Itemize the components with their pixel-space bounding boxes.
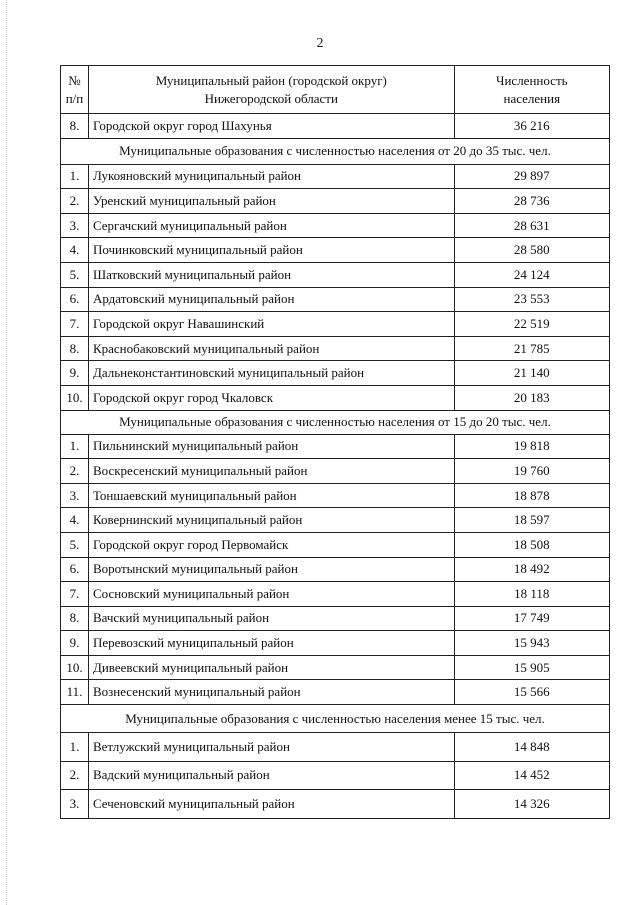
population-value: 18 597 xyxy=(454,508,609,533)
row-number: 5. xyxy=(61,262,89,287)
population-value: 14 326 xyxy=(454,790,609,819)
district-name: Пильнинский муниципальный район xyxy=(88,434,454,459)
section-heading: Муниципальные образования с численностью населения менее 15 тыс. чел. xyxy=(61,705,610,733)
header-number-line1: № xyxy=(68,72,81,88)
table-row xyxy=(61,189,610,214)
row-number: 2. xyxy=(61,761,89,790)
population-value: 36 216 xyxy=(454,114,609,139)
row-number: 7. xyxy=(61,582,89,607)
district-name: Дивеевский муниципальный район xyxy=(88,655,454,680)
row-number: 8. xyxy=(61,114,89,139)
district-name: Краснобаковский муниципальный район xyxy=(88,336,454,361)
row-number: 6. xyxy=(61,287,89,312)
population-value: 19 760 xyxy=(454,459,609,484)
district-name: Сергачский муниципальный район xyxy=(88,213,454,238)
row-number: 8. xyxy=(61,606,89,631)
row-number: 5. xyxy=(61,532,89,557)
district-name: Уренский муниципальный район xyxy=(88,189,454,214)
population-value: 28 631 xyxy=(454,213,609,238)
table-row xyxy=(61,655,610,680)
table-row xyxy=(61,385,610,410)
header-district-line1: Муниципальный район (городской округ) xyxy=(155,72,387,88)
header-district xyxy=(88,66,454,114)
table-row xyxy=(61,459,610,484)
district-name: Городской округ город Первомайск xyxy=(88,532,454,557)
district-name: Ардатовский муниципальный район xyxy=(88,287,454,312)
table-row xyxy=(61,733,610,762)
population-value: 19 818 xyxy=(454,434,609,459)
table-row xyxy=(61,238,610,263)
district-name: Воскресенский муниципальный район xyxy=(88,459,454,484)
table-row xyxy=(61,532,610,557)
table-row xyxy=(61,557,610,582)
population-value: 22 519 xyxy=(454,312,609,337)
population-value: 15 943 xyxy=(454,631,609,656)
table-row xyxy=(61,790,610,819)
header-number xyxy=(61,66,89,114)
table-row xyxy=(61,336,610,361)
population-value: 15 566 xyxy=(454,680,609,705)
population-value: 21 140 xyxy=(454,361,609,386)
table-row xyxy=(61,483,610,508)
table-row xyxy=(61,114,610,139)
district-name: Вадский муниципальный район xyxy=(88,761,454,790)
population-value: 17 749 xyxy=(454,606,609,631)
district-name: Вачский муниципальный район xyxy=(88,606,454,631)
table-row xyxy=(61,312,610,337)
table-body xyxy=(61,66,610,819)
row-number: 11. xyxy=(61,680,89,705)
row-number: 4. xyxy=(61,508,89,533)
row-number: 10. xyxy=(61,655,89,680)
row-number: 8. xyxy=(61,336,89,361)
population-value: 15 905 xyxy=(454,655,609,680)
table-row xyxy=(61,631,610,656)
district-name: Ветлужский муниципальный район xyxy=(88,733,454,762)
page-number: 2 xyxy=(316,36,324,51)
row-number: 10. xyxy=(61,385,89,410)
header-population-line1: Численность xyxy=(496,72,568,88)
row-number: 3. xyxy=(61,790,89,819)
table-row xyxy=(61,680,610,705)
row-number: 1. xyxy=(61,733,89,762)
population-value: 14 848 xyxy=(454,733,609,762)
header-number-line2: п/п xyxy=(65,90,84,106)
header-district-line2: Нижегородской области xyxy=(204,90,338,106)
district-name: Городской округ город Чкаловск xyxy=(88,385,454,410)
table-row xyxy=(61,262,610,287)
table-row xyxy=(61,287,610,312)
district-name: Сеченовский муниципальный район xyxy=(88,790,454,819)
row-number: 3. xyxy=(61,213,89,238)
district-name: Вознесенский муниципальный район xyxy=(88,680,454,705)
scan-edge-line xyxy=(6,0,7,905)
section-heading: Муниципальные образования с численностью населения от 15 до 20 тыс. чел. xyxy=(61,410,610,434)
row-number: 4. xyxy=(61,238,89,263)
table-header-row xyxy=(61,66,610,114)
section-heading-row xyxy=(61,705,610,733)
table-row xyxy=(61,761,610,790)
district-name: Воротынский муниципальный район xyxy=(88,557,454,582)
table-row xyxy=(61,508,610,533)
population-value: 18 878 xyxy=(454,483,609,508)
population-value: 20 183 xyxy=(454,385,609,410)
table-row xyxy=(61,213,610,238)
population-value: 18 118 xyxy=(454,582,609,607)
district-name: Починковский муниципальный район xyxy=(88,238,454,263)
table-row xyxy=(61,361,610,386)
population-value: 29 897 xyxy=(454,164,609,189)
table-row xyxy=(61,434,610,459)
district-name: Ковернинский муниципальный район xyxy=(88,508,454,533)
population-value: 18 492 xyxy=(454,557,609,582)
row-number: 9. xyxy=(61,361,89,386)
population-value: 18 508 xyxy=(454,532,609,557)
district-name: Сосновский муниципальный район xyxy=(88,582,454,607)
table-row xyxy=(61,582,610,607)
row-number: 7. xyxy=(61,312,89,337)
population-value: 23 553 xyxy=(454,287,609,312)
population-table xyxy=(60,65,610,819)
population-value: 28 736 xyxy=(454,189,609,214)
population-value: 21 785 xyxy=(454,336,609,361)
row-number: 2. xyxy=(61,459,89,484)
district-name: Городской округ Навашинский xyxy=(88,312,454,337)
row-number: 6. xyxy=(61,557,89,582)
row-number: 9. xyxy=(61,631,89,656)
row-number: 1. xyxy=(61,164,89,189)
header-population xyxy=(454,66,609,114)
district-name: Дальнеконстантиновский муниципальный район xyxy=(88,361,454,386)
district-name: Шатковский муниципальный район xyxy=(88,262,454,287)
population-value: 28 580 xyxy=(454,238,609,263)
row-number: 2. xyxy=(61,189,89,214)
section-heading-row xyxy=(61,138,610,164)
population-value: 14 452 xyxy=(454,761,609,790)
district-name: Городской округ город Шахунья xyxy=(88,114,454,139)
header-population-line2: населения xyxy=(503,90,561,106)
section-heading-row xyxy=(61,410,610,434)
table-row xyxy=(61,164,610,189)
district-name: Лукояновский муниципальный район xyxy=(88,164,454,189)
district-name: Тоншаевский муниципальный район xyxy=(88,483,454,508)
row-number: 1. xyxy=(61,434,89,459)
population-value: 24 124 xyxy=(454,262,609,287)
district-name: Перевозский муниципальный район xyxy=(88,631,454,656)
table-row xyxy=(61,606,610,631)
row-number: 3. xyxy=(61,483,89,508)
section-heading: Муниципальные образования с численностью населения от 20 до 35 тыс. чел. xyxy=(61,138,610,164)
